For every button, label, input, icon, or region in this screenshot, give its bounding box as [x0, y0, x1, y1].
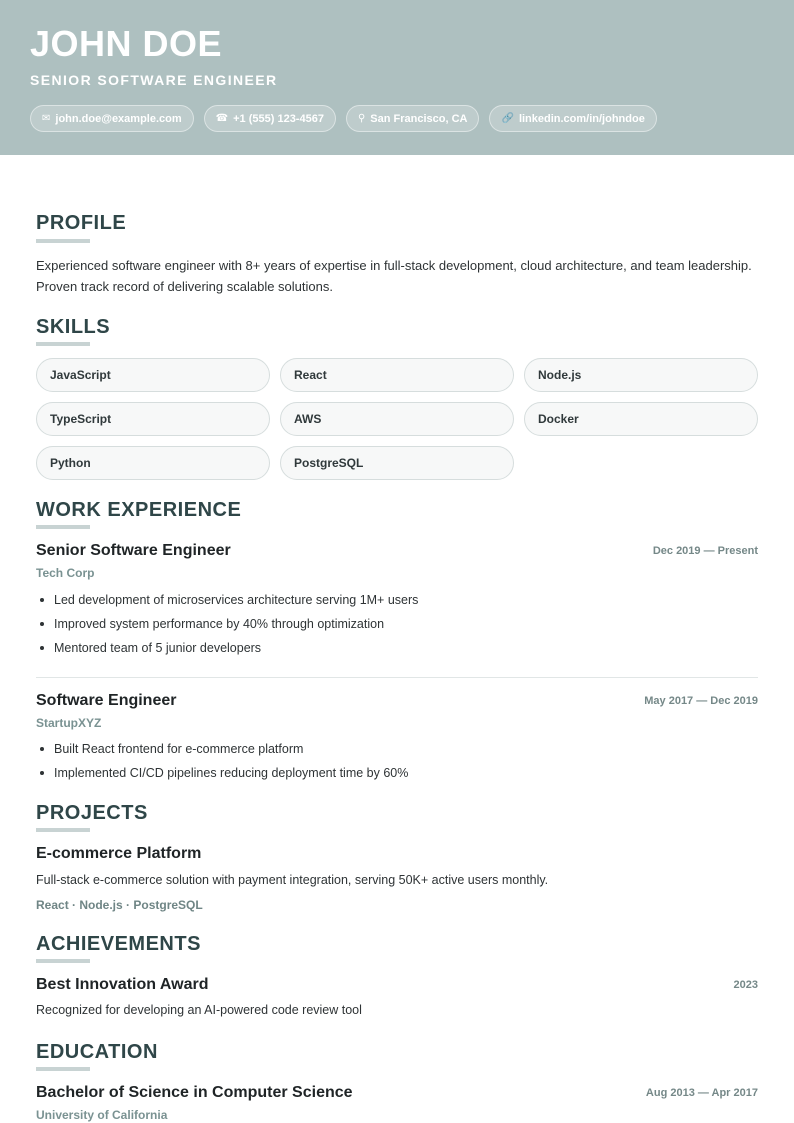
profile-heading: PROFILE [36, 212, 127, 234]
envelope-icon: ✉ [42, 112, 51, 124]
skills-grid [36, 358, 758, 480]
profile-heading-underline [36, 239, 90, 243]
skill-chip: Python [36, 446, 270, 480]
contact-phone[interactable] [204, 105, 336, 132]
skills-heading-underline [36, 342, 90, 346]
project-description: Full-stack e-commerce solution with payment integration, serving 50K+ active users monthly. [36, 873, 549, 887]
experience-heading: WORK EXPERIENCE [36, 499, 242, 521]
resume-header [0, 0, 794, 155]
job-bullet: Led development of microservices architecture serving 1M+ users [36, 588, 758, 612]
job-company: StartupXYZ [36, 716, 102, 730]
projects-heading-underline [36, 828, 90, 832]
job-bullets [36, 737, 758, 785]
contact-linkedin[interactable] [489, 105, 656, 132]
job-bullet: Implemented CI/CD pipelines reducing deployment time by 60% [36, 761, 758, 785]
contact-email-text: john.doe@example.com [55, 112, 182, 125]
projects-heading: PROJECTS [36, 802, 148, 824]
achievements-heading: ACHIEVEMENTS [36, 933, 201, 955]
job-title: Software Engineer [36, 692, 177, 709]
education-school: University of California [36, 1108, 168, 1122]
job-company: Tech Corp [36, 566, 95, 580]
achievement-title: Best Innovation Award [36, 976, 209, 993]
job-dates: May 2017 — Dec 2019 [644, 695, 758, 707]
experience-heading-underline [36, 525, 90, 529]
skill-chip: AWS [280, 402, 514, 436]
skill-chip: JavaScript [36, 358, 270, 392]
candidate-name: JOHN DOE [30, 23, 223, 64]
skill-chip: React [280, 358, 514, 392]
job-bullet: Mentored team of 5 junior developers [36, 636, 758, 660]
phone-icon: ☎ [215, 112, 229, 124]
job-bullet: Improved system performance by 40% through optimization [36, 612, 758, 636]
job-bullet: Built React frontend for e-commerce platform [36, 737, 758, 761]
education-heading-underline [36, 1067, 90, 1071]
contact-phone-text: +1 (555) 123-4567 [233, 112, 324, 125]
contact-location [346, 105, 480, 132]
profile-summary: Experienced software engineer with 8+ years of expertise in full-stack development, cloud architecture, and team leadership. Proven track record of delivering scalable solutions. [36, 258, 752, 294]
candidate-title: SENIOR SOFTWARE ENGINEER [30, 72, 278, 88]
achievement-year: 2023 [733, 979, 758, 991]
job-bullets [36, 588, 758, 660]
skills-heading: SKILLS [36, 316, 111, 338]
contact-location-text: San Francisco, CA [370, 112, 468, 125]
skill-chip: TypeScript [36, 402, 270, 436]
link-icon: 🔗 [501, 112, 514, 124]
achievements-heading-underline [36, 959, 90, 963]
project-tech-stack: React · Node.js · PostgreSQL [36, 898, 203, 912]
job-divider [36, 677, 758, 678]
job-dates: Dec 2019 — Present [652, 545, 758, 557]
contact-list [30, 105, 657, 132]
contact-email[interactable] [30, 105, 194, 132]
education-degree: Bachelor of Science in Computer Science [36, 1084, 353, 1101]
education-heading: EDUCATION [36, 1041, 158, 1063]
achievement-description: Recognized for developing an AI-powered code review tool [36, 1003, 362, 1017]
skill-chip: PostgreSQL [280, 446, 514, 480]
skill-chip: Docker [524, 402, 758, 436]
project-name: E-commerce Platform [36, 845, 202, 862]
contact-linkedin-text: linkedin.com/in/johndoe [518, 112, 645, 125]
skill-chip: Node.js [524, 358, 758, 392]
education-dates: Aug 2013 — Apr 2017 [645, 1087, 758, 1099]
location-pin-icon: ⚲ [357, 112, 366, 124]
job-title: Senior Software Engineer [36, 542, 231, 559]
